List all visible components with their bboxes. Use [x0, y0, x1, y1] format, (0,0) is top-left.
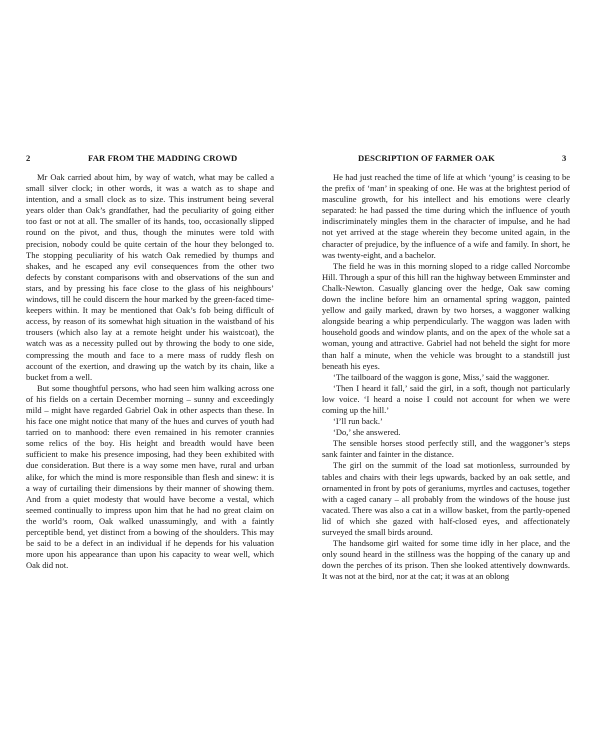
paragraph: The field he was in this morning sloped to a ridge called Norcombe Hill. Through a spur of this hill ran the highway between Emminster and Chalk-Newton. Casually glancing over the hedge, Oak saw coming down the incline before him an ornamental spring waggon, painted yellow and gaily marked, drawn by two horses, a waggoner walking alongside bearing a whip perpendicularly. The waggon was laden with household goods and window plants, and on the apex of the whole sat a woman, young and attractive. Gabriel had not beheld the sight for more than half a minute, when the vehicle was brought to a standstill just beneath his eyes. — [322, 260, 570, 371]
page-number: 3 — [562, 153, 567, 163]
paragraph: The sensible horses stood perfectly still, and the waggoner’s steps sank fainter and fainter in the distance. — [322, 438, 570, 460]
running-head: DESCRIPTION OF FARMER OAK — [358, 153, 495, 163]
paragraph: The handsome girl waited for some time idly in her place, and the only sound heard in the stillness was the hopping of the canary up and down the perches of its prison. Then she looked attentively downwards. It was not at the bird, nor at the cat; it was at an oblong — [322, 538, 570, 582]
paragraph: ‘The tailboard of the waggon is gone, Miss,’ said the waggoner. — [333, 371, 550, 382]
body-text — [322, 172, 570, 582]
right-page — [300, 0, 600, 750]
paragraph: The girl on the summit of the load sat motionless, surrounded by tables and chairs with their legs upwards, backed by an oak settle, and ornamented in front by pots of geraniums, myrtles and cactuses, together with a caged canary – all probably from the windows of the house just vacated. There was also a cat in a willow basket, from the partly-opened lid of which she gazed with half-closed eyes, and affectionately surveyed the small birds around. — [322, 460, 570, 537]
paragraph: ‘I’ll run back.’ — [333, 416, 383, 427]
paragraph: ‘Then I heard it fall,’ said the girl, in a soft, though not particularly low voice. ‘I heard a noise I could not account for when we were coming up the hill.’ — [322, 382, 570, 415]
page-number: 2 — [26, 153, 31, 163]
paragraph: ‘Do,’ she answered. — [333, 427, 401, 438]
body-text — [26, 172, 274, 571]
paragraph: Mr Oak carried about him, by way of watch, what may be called a small silver clock; in other words, it was a watch as to shape and intention, and a small clock as to size. This instrument being several years older than Oak’s grandfather, had the peculiarity of going either too fast or not at all. The smaller of its hands, too, occasionally slipped round on the pivot, and thus, though the minutes were told with precision, nobody could be quite certain of the hour they belonged to. The stopping peculiarity of his watch Oak remedied by thumps and shakes, and he escaped any evil consequences from the other two defects by constant comparisons with and observations of the sun and stars, and by pressing his face close to the glass of his neighbours’ windows, till he could discern the hour marked by the green-faced time-keepers within. It may be mentioned that Oak’s fob being difficult of access, by reason of its somewhat high situation in the waistband of his trousers (which also lay at a remote height under his waistcoat), the watch was as a necessity pulled out by throwing the body to one side, compressing the mouth and face to a mere mass of ruddy flesh on account of the exertion, and drawing up the watch by its chain, like a bucket from a well. — [26, 172, 274, 382]
running-head: FAR FROM THE MADDING CROWD — [88, 153, 238, 163]
paragraph: But some thoughtful persons, who had seen him walking across one of his fields on a certain December morning – sunny and exceedingly mild – might have regarded Gabriel Oak in other aspects than these. In his face one might notice that many of the hues and curves of youth had tarried on to manhood: there even remained in his remoter crannies some relics of the boy. His height and breadth would have been sufficient to make his presence imposing, had they been exhibited with due consideration. But there is a way some men have, rural and urban alike, for which the mind is more responsible than flesh and sinew: it is a way of curtailing their dimensions by their manner of showing them. And from a quiet modesty that would have become a vestal, which seemed continually to impress upon him that he had no great claim on the world’s room, Oak walked unassumingly, and with a faintly perceptible bend, yet distinct from a bowing of the shoulders. This may be said to be a defect in an individual if he depends for his valuation more upon his appearance than upon his capacity to wear well, which Oak did not. — [26, 382, 274, 571]
paragraph: He had just reached the time of life at which ‘young’ is ceasing to be the prefix of ‘man’ in speaking of one. He was at the brightest period of masculine growth, for his intellect and his emotions were clearly separated: he had passed the time during which the influence of youth indiscriminately mingles them in the character of impulse, and he had not yet arrived at the stage wherein they become united again, in the character of prejudice, by the influence of a wife and family. In short, he was twenty-eight, and a bachelor. — [322, 172, 570, 260]
